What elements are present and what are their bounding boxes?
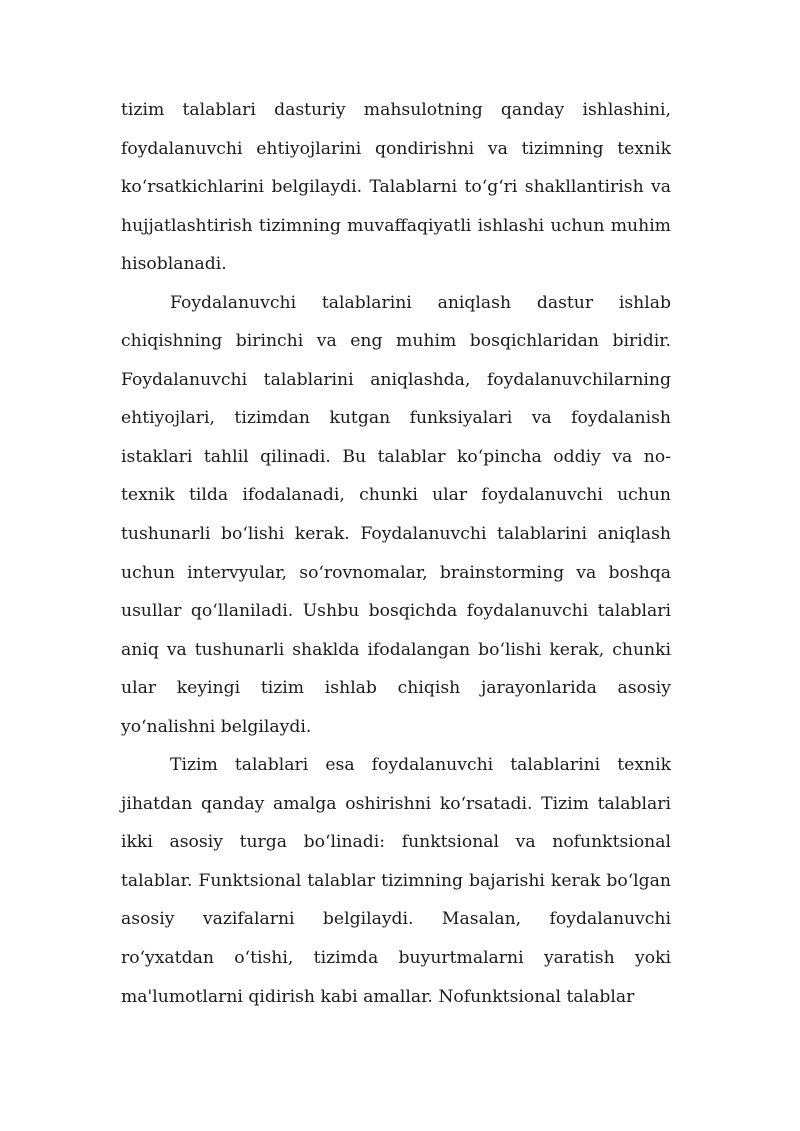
paragraph-3: Tizim talablari esa foydalanuvchi talablarini texnik jihatdan qanday amalga oshirishni ko‘rsatadi. Tizim talablari ikki asosiy turga bo‘linadi: funktsional va nofunktsional talablar. Funktsional talablar tizimning bajarishi kerak bo‘lgan asosiy vazifalarni belgilaydi. Masalan, foydalanuvchi ro‘yxatdan o‘tishi, tizimda buyurtmalarni yaratish yoki ma'lumotlarni qidirish kabi amallar. Nofunktsional talablar [121,755,671,1007]
paragraph-2: Foydalanuvchi talablarini aniqlash dastur ishlab chiqishning birinchi va eng muhim bosqichlaridan biridir. Foydalanuvchi talablarini aniqlashda, foydalanuvchilarning ehtiyojlari, tizimdan kutgan funksiyalari va foydalanish istaklari tahlil qilinadi. Bu talablar ko‘pincha oddiy va no-texnik tilda ifodalanadi, chunki ular foydalanuvchi uchun tushunarli bo‘lishi kerak. Foydalanuvchi talablarini aniqlash uchun intervyular, so‘rovnomalar, brainstorming va boshqa usullar qo‘llaniladi. Ushbu bosqichda foydalanuvchi talablari aniq va tushunarli shaklda ifodalangan bo‘lishi kerak, chunki ular keyingi tizim ishlab chiqish jarayonlarida asosiy yo‘nalishni belgilaydi. [121,292,671,737]
paragraph-1: tizim talablari dasturiy mahsulotning qanday ishlashini, foydalanuvchi ehtiyojlarini qondirishni va tizimning texnik ko‘rsatkichlarini belgilaydi. Talablarni to‘g‘ri shakllantirish va hujjatlashtirish tizimning muvaffaqiyatli ishlashi uchun muhim hisoblanadi. [121,100,671,275]
body-text [121,91,671,1016]
